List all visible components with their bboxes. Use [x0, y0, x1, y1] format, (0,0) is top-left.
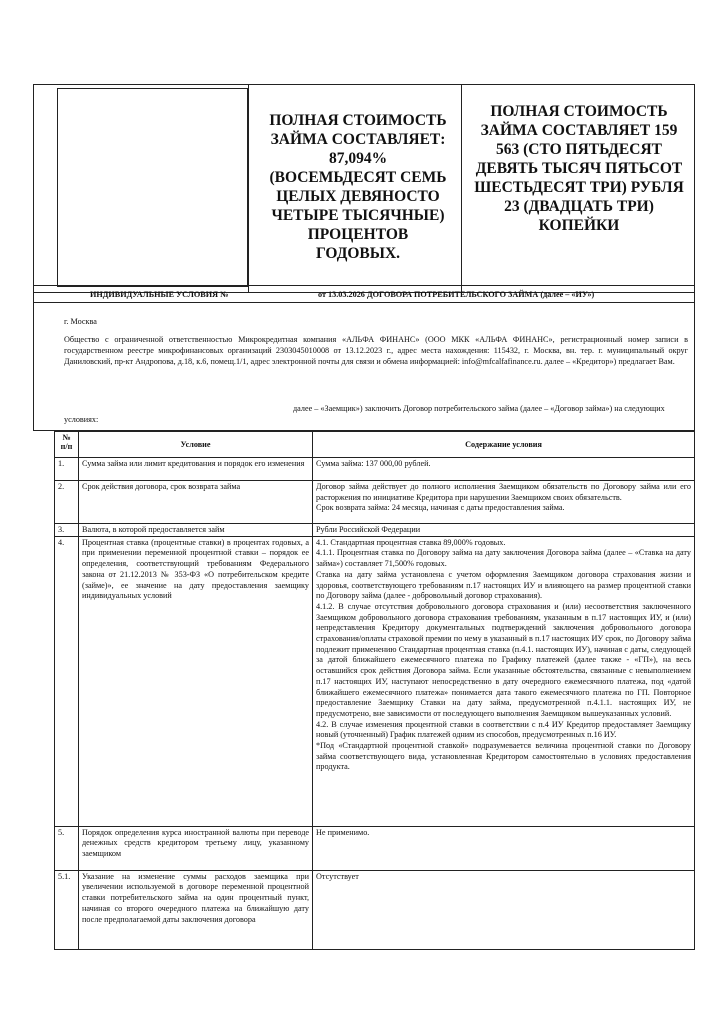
header-num: № п/п — [55, 432, 79, 458]
row-condition: Сумма займа или лимит кредитования и порядок его изменения — [79, 458, 313, 481]
title-right: от 13.03.2026 ДОГОВОРА ПОТРЕБИТЕЛЬСКОГО ЗАЙМА (далее – «ИУ») — [318, 290, 595, 299]
table-row — [55, 524, 695, 537]
row-num: 1. — [55, 458, 79, 481]
conditions-word: условиях: — [64, 415, 99, 424]
row-num: 5. — [55, 826, 79, 870]
row-content: Сумма займа: 137 000,00 рублей. — [313, 458, 695, 481]
borrower-line: далее – «Заемщик») заключить Договор потребительского займа (далее – «Договор займа») на следующих — [293, 404, 665, 413]
company-paragraph: Общество с ограниченной ответственностью Микрокредитная компания «АЛЬФА ФИНАНС» (ООО МКК «АЛЬФА ФИНАНС», регистрационный номер записи в государственном реестре микрофинансовых организаций 2303045010008 от 13.12.2023 г., адрес места нахождения: 115432, г. Москва, вн. тер. г. муниципальный округ Даниловский, пр-кт Андропова, д.18, к.6, помещ.1/1, адрес электронной почты для связи и обмена информацией: info@mfcalfafinance.ru. далее – «Кредитор») предлагает Вам. — [64, 335, 688, 366]
table-row — [55, 458, 695, 481]
table-row — [55, 481, 695, 524]
row-content: Рубли Российской Федерации — [313, 524, 695, 537]
table-row — [55, 870, 695, 949]
row-condition: Порядок определения курса иностранной валюты при переводе денежных средств кредитором третьему лицу, указанному заемщиком — [79, 826, 313, 870]
table-row — [55, 826, 695, 870]
cost-amount-text: ПОЛНАЯ СТОИМОСТЬ ЗАЙМА СОСТАВЛЯЕТ 159 563 (СТО ПЯТЬДЕСЯТ ДЕВЯТЬ ТЫСЯЧ ПЯТЬСОТ ШЕСТЬДЕСЯТ ТРИ) РУБЛЯ 23 (ДВАДЦАТЬ ТРИ) КОПЕЙКИ — [474, 103, 684, 234]
logo-placeholder — [57, 88, 248, 287]
row-num: 3. — [55, 524, 79, 537]
table-header-row — [55, 432, 695, 458]
row-content: Отсутствует — [313, 870, 695, 949]
city: г. Москва — [64, 317, 97, 326]
row-num: 5.1. — [55, 870, 79, 949]
row-num: 2. — [55, 481, 79, 524]
row-content: 4.1. Стандартная процентная ставка 89,000% годовых. 4.1.1. Процентная ставка по Договору займа на дату заключения Договора займа (далее – «Ставка на дату займа») составляет 71,500% годовых. Ставка на дату займа установлена с учетом оформления Заемщиком договора страхования жизни и здоровья, соответствующего требованиям п.17 настоящих ИУ и влияющего на размер процентной ставки по Договору займа (далее - добровольный договор страхования). 4.1.2. В случае отсутствия добровольного договора страхования и (или) несоответствия заключенного Заемщиком добровольного договора страхования требованиям, указанным в п.17 настоящих ИУ, и (или) непредставления Кредитору документальных подтверждений заключения добровольного договора страхования/оплаты страховой премии по нему в указанный в п.17 настоящих ИУ срок, по Договору займа подлежит применению Стандартная процентная ставка (п.4.1. настоящих ИУ), начиная с даты, следующей за датой ближайшего ежемесячного платежа по Графику платежей (далее также - «ГП»), на весь оставшийся срок действия Договора займа. Если указанные обстоятельства, связанные с невыполнением п.17 настоящих ИУ, наступают непосредственно в дату очередного ежемесячного платежа, под «датой ближайшего ежемесячного платежа» понимается дата такого ежемесячного платежа по ГП. Повторное предоставление Заемщику Ставки на дату займа, предусмотренной п.4.1.1. настоящих ИУ, не предусмотрено, вне зависимости от последующего выполнения Заемщиком вышеуказанных условий. 4.2. В случае изменения процентной ставки в соответствии с п.4 ИУ Кредитор предоставляет Заемщику новый (уточненный) График платежей одним из способов, предусмотренных п.16 ИУ. *Под «Стандартной процентной ставкой» подразумевается величина процентной ставки по Договору займа соответствующего вида, установленная Кредитором самостоятельно в условиях предоставления продукта. — [313, 536, 695, 826]
table-row — [55, 536, 695, 826]
row-condition: Процентная ставка (процентные ставки) в процентах годовых, а при применении переменной процентной ставки – порядок ее определения, соответствующий требованиям Федерального закона от 21.12.2013 № 353-ФЗ «О потребительском кредите (займе)», ее значение на дату предоставления заемщику индивидуальных условий — [79, 536, 313, 826]
row-condition: Валюта, в которой предоставляется займ — [79, 524, 313, 537]
row-content: Договор займа действует до полного исполнения Заемщиком обязательств по Договору займа или его расторжения по инициативе Кредитора при нарушении Заемщиком своих обязательств. Срок возврата займа: 24 месяца, начиная с даты предоставления займа. — [313, 481, 695, 524]
row-num: 4. — [55, 536, 79, 826]
cost-percent-text: ПОЛНАЯ СТОИМОСТЬ ЗАЙМА СОСТАВЛЯЕТ: 87,094% (ВОСЕМЬДЕСЯТ СЕМЬ ЦЕЛЫХ ДЕВЯНОСТО ЧЕТЫРЕ ТЫСЯЧНЫЕ) ПРОЦЕНТОВ ГОДОВЫХ. — [269, 112, 447, 262]
row-condition: Указание на изменение суммы расходов заемщика при увеличении используемой в договоре переменной процентной ставки потребительского займа на один процентный пункт, начиная со второго очередного платежа на ближайшую дату после предполагаемой даты заключения договора — [79, 870, 313, 949]
header-content: Содержание условия — [313, 432, 695, 458]
row-condition: Срок действия договора, срок возврата займа — [79, 481, 313, 524]
conditions-table — [54, 431, 695, 950]
title-left: ИНДИВИДУАЛЬНЫЕ УСЛОВИЯ № — [90, 290, 229, 299]
row-content: Не применимо. — [313, 826, 695, 870]
header-condition: Условие — [79, 432, 313, 458]
